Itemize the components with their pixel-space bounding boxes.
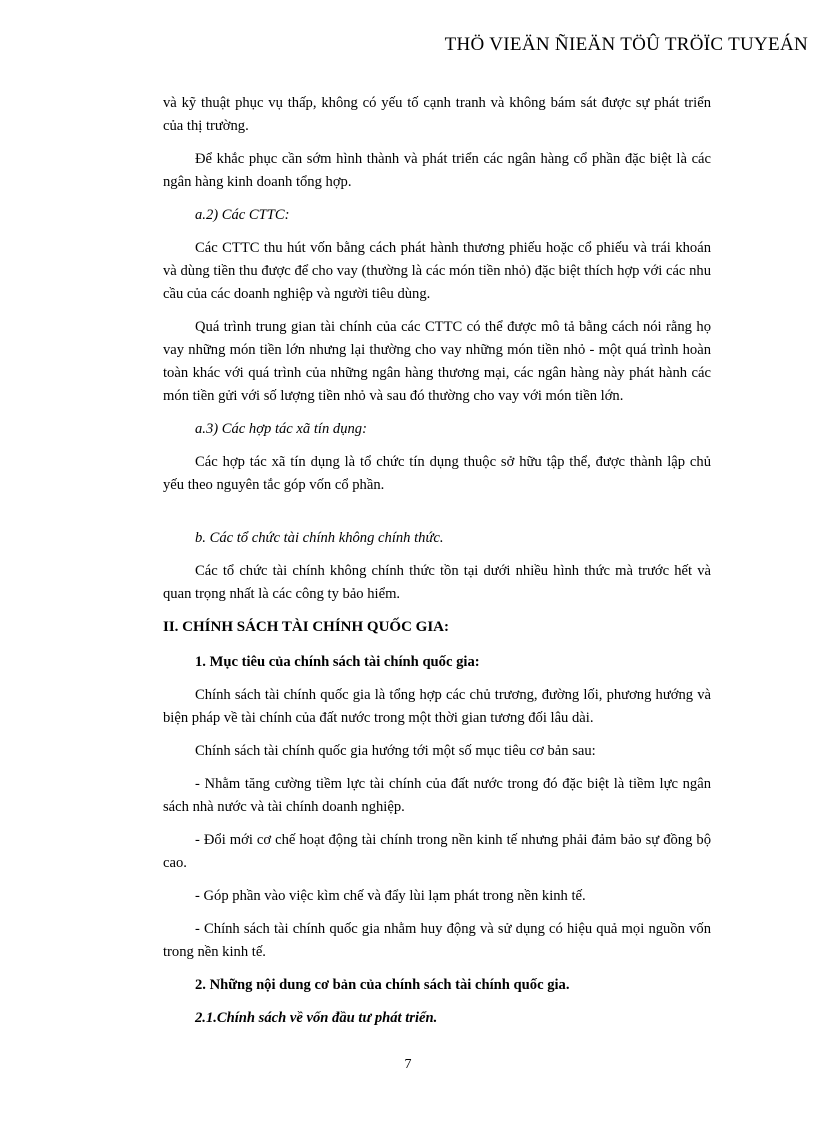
section-subheading: 2.1.Chính sách về vốn đầu tư phát triển. [195,1010,438,1026]
paragraph: Các hợp tác xã tín dụng là tổ chức tín dụng thuộc sở hữu tập thể, được thành lập chủ yếu theo nguyên tắc góp vốn cổ phần. [163,454,711,493]
section-subheading: 1. Mục tiêu của chính sách tài chính quốc gia: [195,654,480,670]
paragraph: Các tổ chức tài chính không chính thức tồn tại dưới nhiều hình thức mà trước hết và quan trọng nhất là các công ty bảo hiểm. [163,563,711,602]
document-body [163,92,711,1040]
bullet-item: - Góp phần vào việc kìm chế và đẩy lùi lạm phát trong nền kinh tế. [195,888,586,904]
subsection-heading: a.2) Các CTTC: [195,207,290,223]
page-number: 7 [404,1057,412,1072]
subsection-heading: a.3) Các hợp tác xã tín dụng: [195,421,367,437]
paragraph: Quá trình trung gian tài chính của các CTTC có thể được mô tả bằng cách nói rằng họ vay những món tiền lớn nhưng lại thường cho vay những món tiền nhỏ - một quá trình hoàn toàn khác với quá trình của những ngân hàng thương mại, các ngân hàng này phát hành các món tiền gửi với số lượng tiền nhỏ và sau đó thường cho vay với món tiền lớn. [163,319,711,404]
section-subheading: 2. Những nội dung cơ bản của chính sách tài chính quốc gia. [195,977,570,993]
bullet-item: - Chính sách tài chính quốc gia nhằm huy động và sử dụng có hiệu quả mọi nguồn vốn trong nền kinh tế. [163,921,711,960]
paragraph: và kỹ thuật phục vụ thấp, không có yếu tố cạnh tranh và không bám sát được sự phát triển của thị trường. [163,95,711,134]
bullet-item: - Đổi mới cơ chế hoạt động tài chính trong nền kinh tế nhưng phải đảm bảo sự đồng bộ cao. [163,832,711,871]
paragraph: Chính sách tài chính quốc gia hướng tới một số mục tiêu cơ bản sau: [195,743,596,759]
subsection-heading: b. Các tổ chức tài chính không chính thức. [195,530,444,546]
paragraph: Các CTTC thu hút vốn bằng cách phát hành thương phiếu hoặc cổ phiếu và trái khoán và dùng tiền thu được để cho vay (thường là các món tiền nhỏ) đặc biệt thích hợp với các nhu cầu của các doanh nghiệp và người tiêu dùng. [163,240,711,302]
section-heading: II. CHÍNH SÁCH TÀI CHÍNH QUỐC GIA: [163,619,450,635]
paragraph: Chính sách tài chính quốc gia là tổng hợp các chủ trương, đường lối, phương hướng và biện pháp về tài chính của đất nước trong một thời gian tương đối lâu dài. [163,687,711,726]
paragraph: Để khắc phục cần sớm hình thành và phát triển các ngân hàng cổ phần đặc biệt là các ngân hàng kinh doanh tổng hợp. [163,151,711,190]
page-header: THÖ VIEÄN ÑIEÄN TÖÛ TRÖÏC TUYEÁN [444,34,808,55]
bullet-item: - Nhằm tăng cường tiềm lực tài chính của đất nước trong đó đặc biệt là tiềm lực ngân sách nhà nước và tài chính doanh nghiệp. [163,776,711,815]
